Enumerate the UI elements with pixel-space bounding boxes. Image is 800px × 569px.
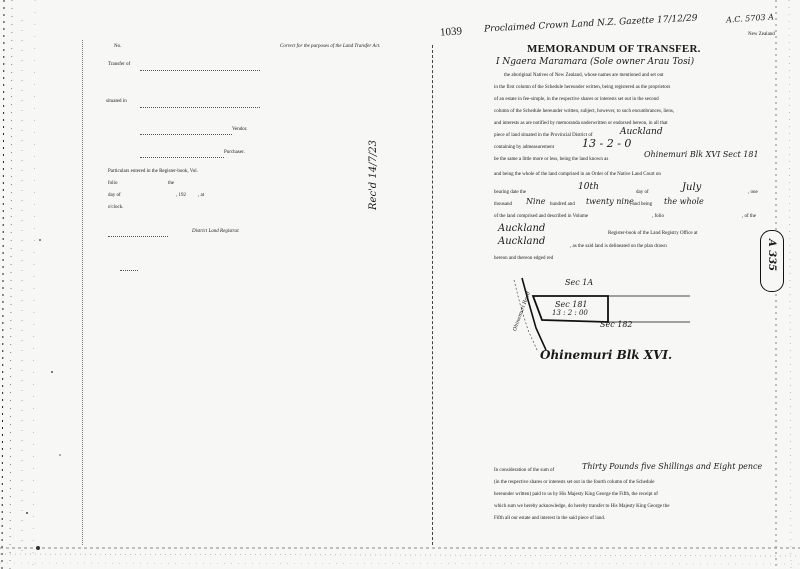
- body-line-3: of an estate in fee-simple, in the respective shares or interests set out in the second: [494, 97, 659, 102]
- plan-area: 13 : 2 : 00: [552, 309, 588, 317]
- proclaimed-note: Proclaimed Crown Land N.Z. Gazette 17/12/29: [483, 13, 698, 35]
- district-handwritten: Auckland: [620, 127, 663, 137]
- be-same-label: be the same a little more or less, being the land known as: [494, 157, 609, 162]
- thousand-label: thousand: [494, 202, 513, 207]
- purchaser-label: Purchaser.: [224, 150, 245, 155]
- vertical-received-note: Rec'd 14/7/23: [368, 140, 379, 210]
- body-line-5: and interests as are notified by memoranda underwritten or endorsed hereon, in all that: [494, 121, 668, 126]
- bearing-date-label: bearing date the: [494, 190, 526, 195]
- date-day: 10th: [578, 182, 599, 192]
- day-of-label: day of: [108, 193, 121, 198]
- center-fold-line: [432, 45, 433, 545]
- day-of-right: day of: [636, 190, 649, 195]
- plan-road-label: Ohinemuri Road: [512, 290, 532, 333]
- dash-mark: [120, 270, 138, 271]
- plan-sec181: Sec 181: [555, 300, 588, 309]
- of-the-label: , of the: [742, 214, 757, 219]
- register-office-label: Register-book of the Land Registry Office at: [608, 231, 698, 236]
- purchaser-line: [140, 157, 224, 158]
- particulars-label: Particulars entered in the Register-book, Vol.: [108, 169, 198, 174]
- whole-line: and being the whole of the land comprised in an Order of the Native Land Court on: [494, 172, 661, 177]
- containing-label: containing by admeasurement: [494, 145, 554, 150]
- area-handwritten: 13 - 2 - 0: [582, 137, 632, 150]
- registrar-line: [108, 236, 168, 237]
- registrar-label: District Land Registrar.: [192, 229, 240, 234]
- hereon-label: hereon and thereon edged red: [494, 256, 554, 261]
- vendor-line: [140, 134, 232, 135]
- body-line-6: piece of land situated in the Provincial District of: [494, 133, 593, 138]
- memorandum-title: MEMORANDUM OF TRANSFER.: [527, 43, 701, 55]
- folio-right-label: , folio: [652, 214, 664, 219]
- transfer-of-line: [140, 70, 260, 71]
- of-land-label: of the land comprised and described in Volume: [494, 214, 589, 219]
- correct-label: Correct for the purposes of the Land Transfer Act.: [280, 44, 381, 49]
- and-being-label: , and being: [630, 202, 653, 207]
- twenty-handwritten: twenty nine: [586, 197, 634, 206]
- consideration-a: In consideration of the sum of: [494, 468, 555, 473]
- at-label: , at: [198, 193, 205, 198]
- folio-label: folio: [108, 181, 118, 186]
- register-place-handwritten: Auckland: [498, 223, 546, 234]
- consideration-e: Fifth all our estate and interest in the said piece of land.: [494, 516, 606, 521]
- hundred-and-label: hundred and: [550, 202, 575, 207]
- nine-handwritten: Nine: [526, 197, 546, 206]
- consideration-b: (in the respective shares or interests set out in the fourth column of the Schedule: [494, 480, 655, 485]
- month-handwritten: July: [682, 182, 702, 193]
- situated-in-label: situated in: [106, 99, 127, 104]
- header-tag: New Zealand: [748, 32, 775, 37]
- whole-handwritten: the whole: [664, 197, 704, 206]
- one-label: , one: [748, 190, 758, 195]
- the-label: the: [168, 181, 175, 186]
- no-label: No.: [114, 44, 122, 49]
- file-reference: A.C. 5703 A: [725, 12, 775, 25]
- body-line-2: in the first column of the Schedule hereunder written, being registered as the proprietors: [494, 85, 671, 90]
- consideration-d: which sum we hereby acknowledge, do hereby transfer to His Majesty King George the: [494, 504, 670, 509]
- year-label: , 192: [176, 193, 186, 198]
- transfer-of-label: Transfer of: [108, 62, 131, 67]
- vendor-label: Vendor.: [232, 127, 248, 132]
- plan-sec1a: Sec 1A: [565, 278, 594, 287]
- office-place-handwritten: Auckland: [498, 236, 546, 247]
- file-number: 1039: [439, 25, 463, 39]
- oclock-label: o'clock.: [108, 205, 124, 210]
- plan-sec182: Sec 182: [600, 320, 633, 329]
- owner-names: I Ngaera Maramara (Sole owner Arau Tosi): [496, 57, 695, 67]
- consideration-amount: Thirty Pounds five Shillings and Eight pence: [582, 462, 763, 471]
- situated-line: [140, 107, 260, 108]
- body-line-4: column of the Schedule hereunder written, subject, however, to such encumbrances, liens,: [494, 109, 675, 114]
- as-delineated-label: , as the said land is delineated on the plan drawn: [570, 244, 667, 249]
- block-label: Ohinemuri Blk XVI.: [540, 348, 673, 362]
- body-line-1: the aboriginal Natives of New Zealand, whose names are mentioned and set out: [504, 73, 664, 78]
- land-known-handwritten: Ohinemuri Blk XVI Sect 181: [644, 150, 759, 159]
- left-panel-edge: [82, 40, 83, 545]
- margin-stamp-text: A 335: [766, 239, 777, 272]
- consideration-c: hereunder written) paid to us by His Majesty King George the Fifth, the receipt of: [494, 492, 658, 497]
- survey-plan: [500, 270, 700, 360]
- margin-stamp: [760, 230, 784, 292]
